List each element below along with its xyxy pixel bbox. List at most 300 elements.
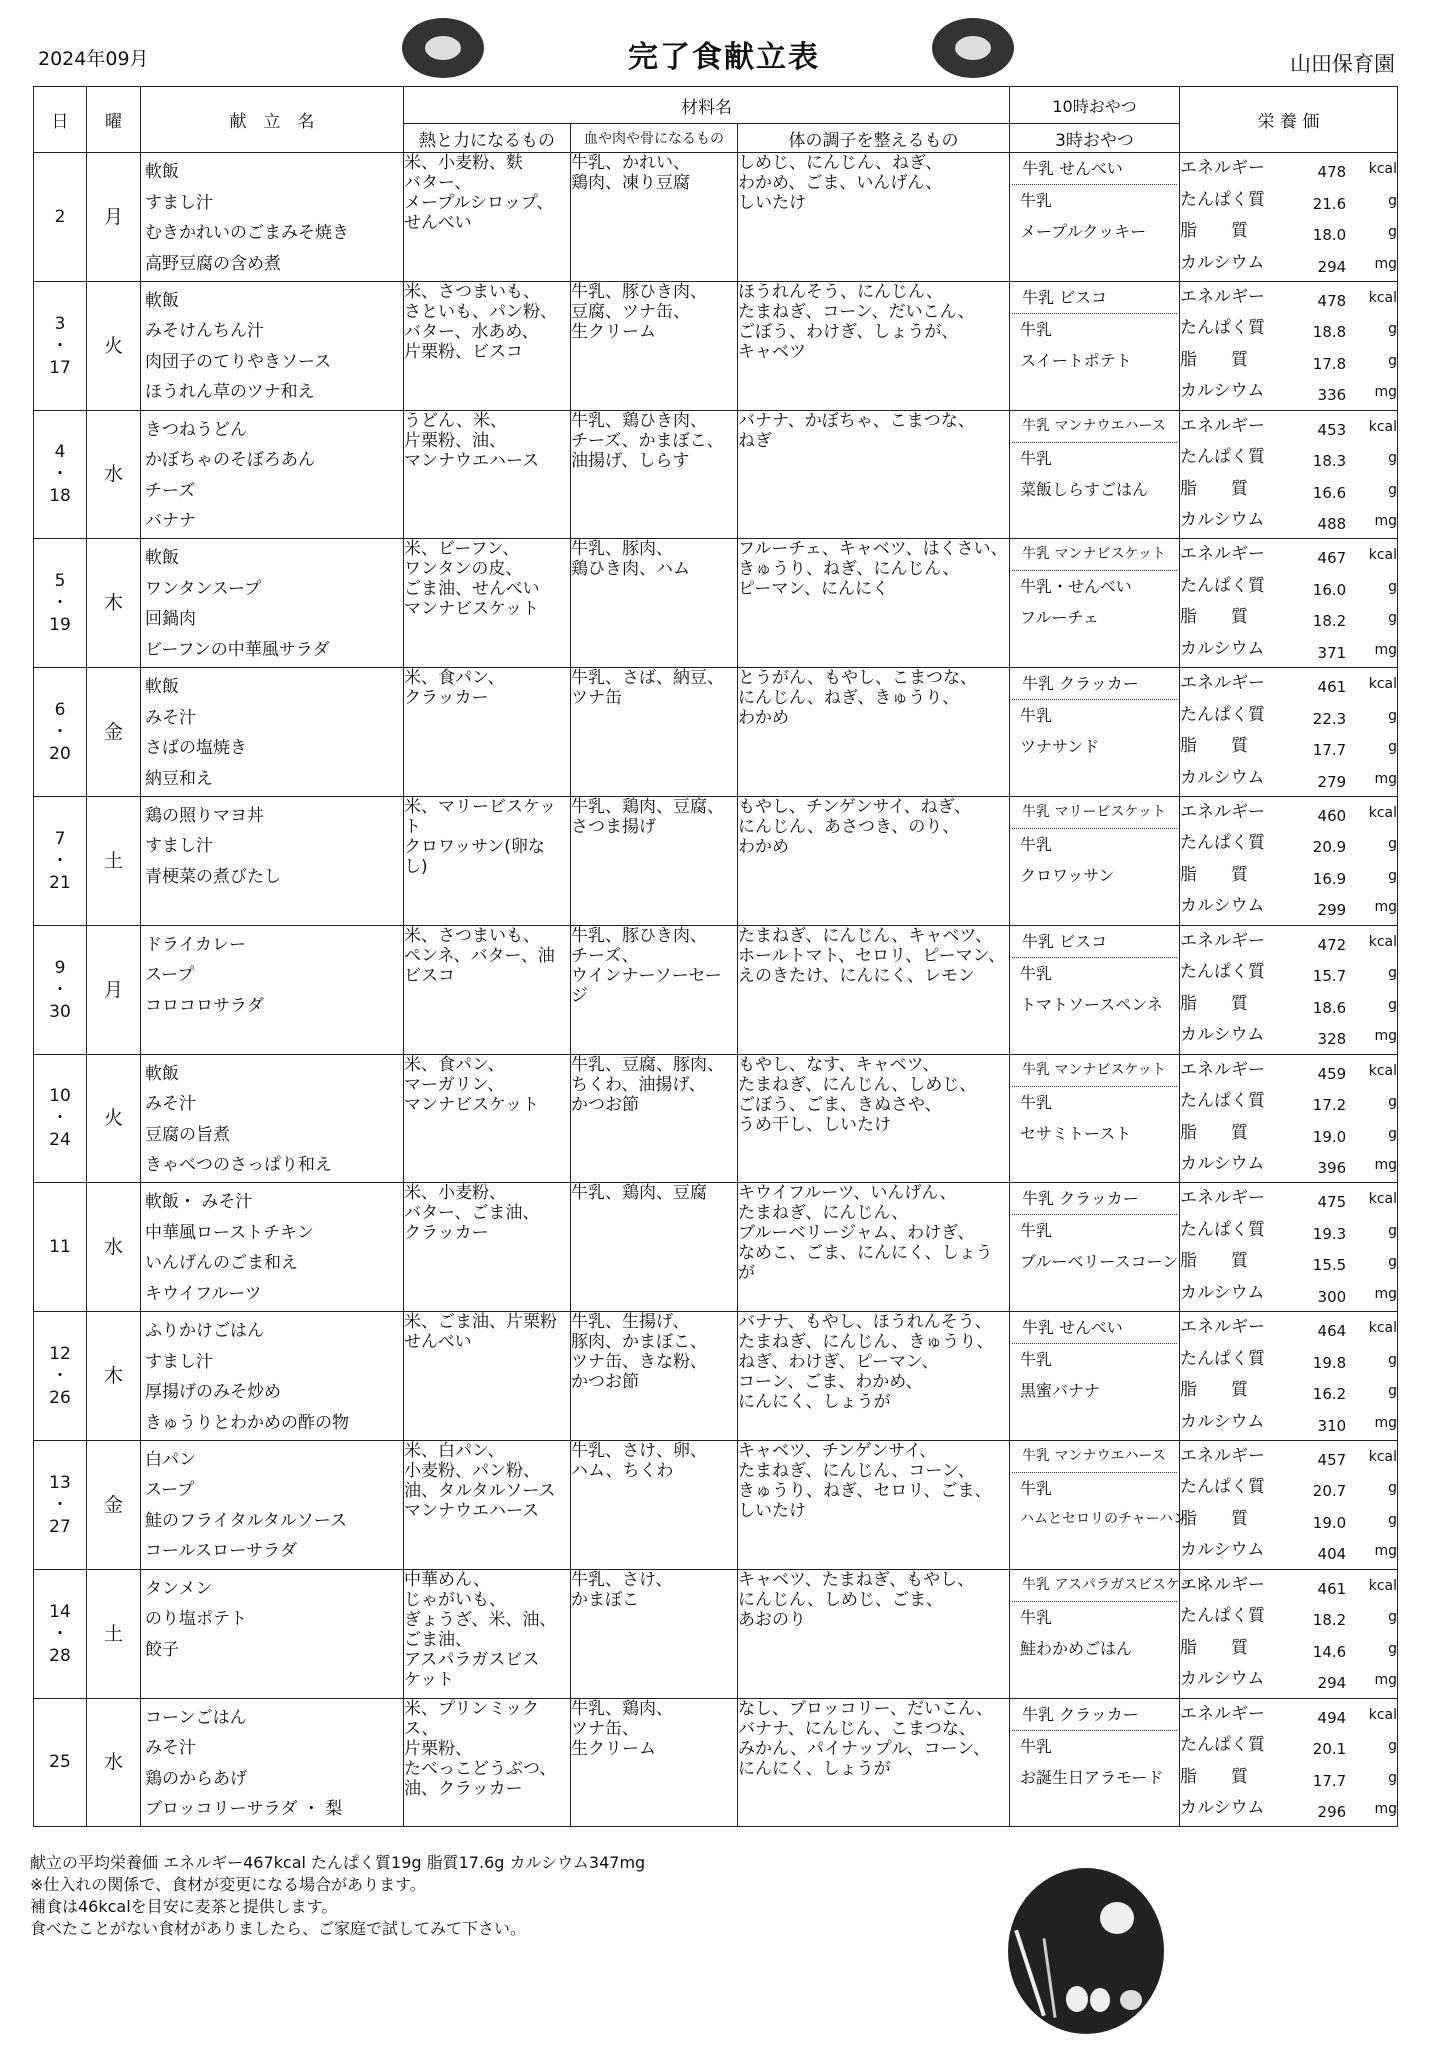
weekday-cell: 月 <box>87 925 141 1054</box>
weekday-cell: 水 <box>87 1698 141 1827</box>
dish-item: 軟飯 <box>145 677 179 698</box>
table-row <box>34 668 1398 797</box>
nutrient-unit: g <box>1388 1222 1398 1239</box>
energy-foods-cell: 米、ビーフン、 ワンタンの皮、 ごま油、せんべい マンナビスケット <box>404 539 571 668</box>
body-foods-cell: たまねぎ、にんじん、キャベツ、 ホールトマト、セロリ、ピーマン、 えのきたけ、にんにく、レモン <box>738 925 1010 1054</box>
nutrient-unit: g <box>1388 965 1398 982</box>
nutrient-line <box>1180 185 1397 217</box>
header-nutrition: 栄 養 価 <box>1180 87 1398 153</box>
nutrient-value: 16.2 <box>1312 1385 1347 1404</box>
nutrient-line <box>1180 1375 1397 1407</box>
blood-foods-cell: 牛乳、豚肉、 鶏ひき肉、ハム <box>571 539 738 668</box>
nutrient-label: 脂 質 <box>1180 1251 1249 1272</box>
dish-item: ビーフンの中華風サラダ <box>145 639 330 660</box>
dish-item: きゅうりとわかめの酢の物 <box>145 1412 349 1433</box>
afternoon-snack-drink: 牛乳 <box>1020 1607 1053 1627</box>
nutrition-cell <box>1180 1054 1398 1183</box>
energy-foods-cell: うどん、米、 片栗粉、油、 マンナウエハース <box>404 410 571 539</box>
day-cell: 6 ・ 20 <box>34 668 87 797</box>
nutrient-value: 19.0 <box>1312 1513 1347 1532</box>
nutrient-unit: g <box>1388 1640 1398 1657</box>
dishes-cell <box>141 281 404 410</box>
nutrient-value: 461 <box>1317 1579 1347 1598</box>
day-cell: 12 ・ 26 <box>34 1312 87 1441</box>
weekday-cell: 月 <box>87 153 141 282</box>
afternoon-snack: 黒蜜バナナ <box>1020 1381 1101 1401</box>
body-foods-cell: もやし、チンゲンサイ、ねぎ、 にんじん、あさつき、のり、 わかめ <box>738 796 1010 925</box>
moon-viewing-illustration <box>1008 1868 1164 2034</box>
dish-item: コールスローサラダ <box>145 1541 297 1562</box>
nutrient-unit: mg <box>1374 1028 1398 1045</box>
day-cell: 5 ・ 19 <box>34 539 87 668</box>
nutrient-label: たんぱく質 <box>1180 704 1266 725</box>
nutrient-unit: mg <box>1374 255 1398 272</box>
nutrient-line <box>1180 1633 1397 1665</box>
dish-item: みそ汁 <box>145 1738 196 1759</box>
nutrient-unit: g <box>1388 996 1398 1013</box>
energy-foods-cell: 米、白パン、 小麦粉、パン粉、 油、タルタルソース マンナウエハース <box>404 1440 571 1569</box>
weekday-cell: 金 <box>87 1440 141 1569</box>
dish-item: きゃべつのさっぱり和え <box>145 1155 332 1176</box>
nutrient-line <box>1180 1344 1397 1376</box>
dish-item: すまし汁 <box>145 836 213 857</box>
nutrient-label: たんぱく質 <box>1180 575 1266 596</box>
afternoon-snack: メープルクッキー <box>1020 222 1147 241</box>
dishes-cell <box>141 668 404 797</box>
nutrient-line <box>1180 1535 1397 1567</box>
dish-item: 豆腐の旨煮 <box>145 1124 230 1145</box>
nutrient-value: 296 <box>1317 1803 1347 1822</box>
footer-note-try-at-home: 食べたことがない食材がありましたら、ご家庭で試してみて下さい。 <box>30 1919 527 1938</box>
morning-snack: 牛乳 マンナビスケット <box>1012 539 1177 571</box>
nutrient-value: 475 <box>1317 1193 1347 1212</box>
nutrient-unit: g <box>1388 321 1398 338</box>
body-foods-cell: もやし、なす、キャベツ、 たまねぎ、にんじん、しめじ、 ごぼう、ごま、きぬさや、 うめ干し、しいたけ <box>738 1054 1010 1183</box>
snack-cell <box>1010 796 1180 925</box>
nutrition-cell <box>1180 1312 1398 1441</box>
nutrient-line <box>1180 1086 1397 1118</box>
table-row <box>34 410 1398 539</box>
nutrient-value: 467 <box>1317 549 1347 568</box>
nutrient-value: 464 <box>1317 1322 1347 1341</box>
nutrient-unit: kcal <box>1368 1191 1398 1208</box>
nutrient-line <box>1180 1793 1397 1825</box>
nutrient-label: 脂 質 <box>1180 221 1249 241</box>
dish-item: かぼちゃのそぼろあん <box>145 450 315 471</box>
dish-item: すまし汁 <box>145 192 213 213</box>
nutrient-label: たんぱく質 <box>1180 833 1266 854</box>
afternoon-snack-drink: 牛乳 <box>1020 448 1053 468</box>
header-day: 日 <box>34 87 87 153</box>
dishes-cell <box>141 1440 404 1569</box>
energy-foods-cell: 米、小麦粉、 バター、ごま油、 クラッカー <box>404 1183 571 1312</box>
nutrient-label: たんぱく質 <box>1180 1606 1266 1627</box>
header-menu: 献 立 名 <box>141 87 404 153</box>
nutrient-unit: kcal <box>1368 1448 1398 1465</box>
afternoon-snack-drink: 牛乳 <box>1020 191 1053 210</box>
morning-snack: 牛乳 マリービスケット <box>1012 797 1177 829</box>
nutrient-value: 310 <box>1317 1416 1347 1435</box>
nutrient-line <box>1180 860 1397 892</box>
energy-foods-cell: 米、ごま油、片栗粉 せんべい <box>404 1312 571 1441</box>
nutrient-line <box>1180 153 1397 185</box>
snack-cell <box>1010 1312 1180 1441</box>
nutrient-unit: mg <box>1374 641 1398 658</box>
dish-item: いんげんのごま和え <box>145 1253 298 1274</box>
weekday-cell: 水 <box>87 1183 141 1312</box>
body-foods-cell: キャベツ、たまねぎ、もやし、 にんじん、しめじ、ごま、 あおのり <box>738 1569 1010 1698</box>
nutrient-line <box>1180 1149 1397 1181</box>
dish-item: 厚揚げのみそ炒め <box>145 1382 281 1403</box>
nutrient-unit: kcal <box>1368 676 1398 693</box>
dish-item: ブロッコリーサラダ ・ 梨 <box>145 1799 343 1820</box>
nutrient-label: 脂 質 <box>1180 1508 1249 1529</box>
date-label: 2024年09月 <box>38 48 149 70</box>
nutrient-unit: g <box>1388 739 1398 756</box>
afternoon-snack-drink: 牛乳 <box>1020 1478 1053 1498</box>
nutrient-unit: g <box>1388 707 1398 724</box>
nutrient-label: たんぱく質 <box>1180 1735 1266 1756</box>
dish-item: タンメン <box>145 1578 213 1599</box>
nutrient-unit: kcal <box>1368 933 1398 950</box>
nutrient-line <box>1180 474 1397 506</box>
nutrient-value: 21.6 <box>1312 194 1347 213</box>
body-foods-cell: しめじ、にんじん、ねぎ、 わかめ、ごま、いんげん、 しいたけ <box>738 153 1010 282</box>
nutrient-line <box>1180 248 1397 280</box>
nutrient-line <box>1180 1664 1397 1696</box>
nutrient-label: カルシウム <box>1180 1798 1265 1819</box>
nutrient-unit: g <box>1388 578 1398 595</box>
nutrition-cell <box>1180 1569 1398 1698</box>
footer-notes <box>30 1852 645 1940</box>
snack-cell <box>1010 1054 1180 1183</box>
nutrient-value: 22.3 <box>1312 709 1347 728</box>
afternoon-snack: お誕生日アラモード <box>1020 1767 1164 1787</box>
nutrient-label: カルシウム <box>1180 510 1265 531</box>
dish-item: 白パン <box>145 1449 196 1470</box>
morning-snack: 牛乳 せんべい <box>1012 153 1177 185</box>
nutrient-label: エネルギー <box>1180 1445 1266 1466</box>
weekday-cell: 火 <box>87 281 141 410</box>
nutrient-unit: g <box>1388 610 1398 627</box>
nutrient-unit: g <box>1388 450 1398 467</box>
nutrient-unit: mg <box>1374 1414 1398 1431</box>
energy-foods-cell: 米、小麦粉、麩 バター、 メープルシロップ、 せんべい <box>404 153 571 282</box>
nutrient-line <box>1180 505 1397 537</box>
nutrient-value: 457 <box>1317 1450 1347 1469</box>
morning-snack: 牛乳 アスパラガスビスケット <box>1012 1570 1177 1602</box>
nutrient-value: 18.2 <box>1312 612 1347 631</box>
nutrient-label: エネルギー <box>1180 1574 1266 1595</box>
blood-foods-cell: 牛乳、豚ひき肉、 チーズ、 ウインナーソーセージ <box>571 925 738 1054</box>
dish-item: ほうれん草のツナ和え <box>145 382 315 403</box>
nutrient-value: 460 <box>1317 806 1347 825</box>
morning-snack: 牛乳 クラッカー <box>1012 1183 1177 1215</box>
nutrient-unit: kcal <box>1368 418 1398 435</box>
header-body-foods: 体の調子を整えるもの <box>738 124 1010 153</box>
nutrient-line <box>1180 1504 1397 1536</box>
blood-foods-cell: 牛乳、鶏肉、豆腐 <box>571 1183 738 1312</box>
nutrient-line <box>1180 1183 1397 1215</box>
dish-item <box>145 1021 403 1052</box>
dish-item: 高野豆腐の含め煮 <box>145 253 281 274</box>
morning-snack: 牛乳 マンナビスケット <box>1012 1055 1177 1087</box>
table-row <box>34 1440 1398 1569</box>
nutrient-line <box>1180 797 1397 829</box>
nutrition-cell <box>1180 153 1398 282</box>
dish-item: スープ <box>145 1480 195 1501</box>
dish-item: 青梗菜の煮びたし <box>145 866 281 887</box>
nutrient-unit: g <box>1388 192 1398 209</box>
nutrient-value: 18.3 <box>1312 452 1347 471</box>
dishes-cell <box>141 1312 404 1441</box>
dish-item: 餃子 <box>145 1639 179 1660</box>
table-row <box>34 1183 1398 1312</box>
nutrient-line <box>1180 1246 1397 1278</box>
blood-foods-cell: 牛乳、鶏ひき肉、 チーズ、かまぼこ、 油揚げ、しらす <box>571 410 738 539</box>
dish-item: チーズ <box>145 480 196 501</box>
dish-item: コロコロサラダ <box>145 995 264 1016</box>
snack-cell <box>1010 281 1180 410</box>
dish-item: みそ汁 <box>145 1094 196 1115</box>
nutrient-line <box>1180 1055 1397 1087</box>
nutrition-cell <box>1180 539 1398 668</box>
nutrient-value: 15.5 <box>1312 1256 1347 1275</box>
nutrient-label: エネルギー <box>1180 286 1266 307</box>
afternoon-snack-drink: 牛乳 <box>1020 1092 1053 1112</box>
nutrient-label: カルシウム <box>1180 1282 1265 1303</box>
table-row <box>34 796 1398 925</box>
nutrient-label: エネルギー <box>1180 158 1266 178</box>
dish-item: 肉団子のてりやきソース <box>145 351 332 372</box>
nutrient-label: エネルギー <box>1180 1703 1266 1724</box>
nutrient-unit: g <box>1388 867 1398 884</box>
nutrient-unit: kcal <box>1368 161 1398 177</box>
dish-item: キウイフルーツ <box>145 1283 262 1304</box>
weekday-cell: 金 <box>87 668 141 797</box>
snack-cell <box>1010 1183 1180 1312</box>
table-row <box>34 925 1398 1054</box>
afternoon-snack: トマトソースペンネ <box>1020 994 1163 1014</box>
nutrient-label: たんぱく質 <box>1180 1348 1266 1369</box>
nutrient-line <box>1180 313 1397 345</box>
table-row <box>34 1569 1398 1698</box>
nutrient-unit: g <box>1388 481 1398 498</box>
nutrient-label: カルシウム <box>1180 1154 1265 1175</box>
nutrition-cell <box>1180 668 1398 797</box>
nutrient-line <box>1180 1020 1397 1052</box>
dish-item: スープ <box>145 965 195 986</box>
nutrient-unit: g <box>1388 836 1398 853</box>
nutrient-label: エネルギー <box>1180 415 1266 436</box>
nutrition-cell <box>1180 1698 1398 1827</box>
nutrient-label: カルシウム <box>1180 896 1265 917</box>
dish-item: みそけんちん汁 <box>145 321 264 342</box>
nutrient-unit: mg <box>1374 1672 1398 1689</box>
dish-item: 軟飯 <box>145 290 179 311</box>
nutrient-line <box>1180 1118 1397 1150</box>
nutrient-value: 336 <box>1317 386 1347 405</box>
nutrient-unit: g <box>1388 1094 1398 1111</box>
dish-item: 中華風ローストチキン <box>145 1222 314 1243</box>
nutrient-label: カルシウム <box>1180 1411 1265 1432</box>
dish-item: むきかれいのごまみそ焼き <box>145 223 349 243</box>
dish-item: のり塩ポテト <box>145 1609 247 1630</box>
nutrient-value: 294 <box>1317 1674 1347 1693</box>
nutrient-value: 472 <box>1317 935 1347 954</box>
nutrient-line <box>1180 602 1397 634</box>
nutrient-unit: kcal <box>1368 1706 1398 1723</box>
morning-snack: 牛乳 クラッカー <box>1012 668 1177 700</box>
nutrient-label: カルシウム <box>1180 1540 1265 1561</box>
nutrient-value: 279 <box>1317 772 1347 791</box>
nutrient-value: 19.0 <box>1312 1127 1347 1146</box>
snack-cell <box>1010 668 1180 797</box>
nutrient-unit: mg <box>1374 1157 1398 1174</box>
nutrient-unit: g <box>1388 1351 1398 1368</box>
day-cell: 7 ・ 21 <box>34 796 87 925</box>
dish-item <box>145 1665 403 1696</box>
table-row <box>34 1054 1398 1183</box>
nutrient-unit: mg <box>1374 770 1398 787</box>
dish-item: ドライカレー <box>145 934 246 955</box>
dishes-cell <box>141 539 404 668</box>
table-row <box>34 1312 1398 1441</box>
header-snack-pm: 3時おやつ <box>1010 124 1180 153</box>
nutrient-line <box>1180 539 1397 571</box>
weekday-cell: 土 <box>87 796 141 925</box>
dish-item: きつねうどん <box>145 419 247 440</box>
page-title: 完了食献立表 <box>628 40 820 75</box>
nutrient-value: 15.7 <box>1312 967 1347 986</box>
footer-note-supply: ※仕入れの関係で、食材が変更になる場合があります。 <box>30 1875 426 1894</box>
nutrient-value: 19.3 <box>1312 1224 1347 1243</box>
morning-snack: 牛乳 せんべい <box>1012 1312 1177 1344</box>
nutrient-line <box>1180 1762 1397 1794</box>
afternoon-snack: セサミトースト <box>1020 1123 1132 1143</box>
nutrition-cell <box>1180 1183 1398 1312</box>
dish-item: 納豆和え <box>145 768 213 789</box>
dish-item <box>145 892 403 923</box>
dish-item: すまし汁 <box>145 1351 213 1372</box>
header-weekday: 曜 <box>87 87 141 153</box>
nutrient-line <box>1180 571 1397 603</box>
blood-foods-cell: 牛乳、豆腐、豚肉、 ちくわ、油揚げ、 かつお節 <box>571 1054 738 1183</box>
afternoon-snack: ツナサンド <box>1020 737 1100 757</box>
nutrient-value: 18.2 <box>1312 1611 1347 1630</box>
dishes-cell <box>141 153 404 282</box>
dishes-cell <box>141 1183 404 1312</box>
energy-foods-cell: 米、マリービスケット クロワッサン(卵な し) <box>404 796 571 925</box>
dish-item: みそ汁 <box>145 707 196 728</box>
nutrient-line <box>1180 216 1397 248</box>
nutrient-label: たんぱく質 <box>1180 318 1266 339</box>
nutrient-value: 20.9 <box>1312 838 1347 857</box>
body-foods-cell: とうがん、もやし、こまつな、 にんじん、ねぎ、きゅうり、 わかめ <box>738 668 1010 797</box>
header-energy-foods: 熱と力になるもの <box>404 124 571 153</box>
day-cell: 10 ・ 24 <box>34 1054 87 1183</box>
nutrient-label: 脂 質 <box>1180 607 1249 628</box>
energy-foods-cell: 米、食パン、 マーガリン、 マンナビスケット <box>404 1054 571 1183</box>
nutrient-line <box>1180 1472 1397 1504</box>
footer-average-nutrition: 献立の平均栄養価 エネルギー467kcal たんぱく質19g 脂質17.6g カルシウム347mg <box>30 1853 646 1872</box>
blood-foods-cell: 牛乳、豚ひき肉、 豆腐、ツナ缶、 生クリーム <box>571 281 738 410</box>
nutrient-label: 脂 質 <box>1180 1637 1249 1658</box>
blood-foods-cell: 牛乳、さけ、 かまぼこ <box>571 1569 738 1698</box>
nutrient-unit: mg <box>1374 1801 1398 1818</box>
nutrient-label: 脂 質 <box>1180 864 1249 885</box>
dishes-cell <box>141 410 404 539</box>
nutrient-value: 19.8 <box>1312 1353 1347 1372</box>
nutrient-value: 459 <box>1317 1064 1347 1083</box>
snack-cell <box>1010 1698 1180 1827</box>
nutrient-label: たんぱく質 <box>1180 962 1266 983</box>
body-foods-cell: バナナ、もやし、ほうれんそう、 たまねぎ、にんじん、きゅうり、 ねぎ、わけぎ、ピーマン、 コーン、ごま、わかめ、 にんにく、しょうが <box>738 1312 1010 1441</box>
nutrient-unit: g <box>1388 1254 1398 1271</box>
nutrient-value: 14.6 <box>1312 1642 1347 1661</box>
blood-foods-cell: 牛乳、鶏肉、豆腐、 さつま揚げ <box>571 796 738 925</box>
blood-foods-cell: 牛乳、かれい、 鶏肉、凍り豆腐 <box>571 153 738 282</box>
weekday-cell: 木 <box>87 539 141 668</box>
nutrient-label: 脂 質 <box>1180 1380 1249 1401</box>
nutrient-label: エネルギー <box>1180 1188 1266 1209</box>
nutrient-label: カルシウム <box>1180 767 1265 788</box>
nutrient-unit: mg <box>1374 1543 1398 1560</box>
nutrient-label: エネルギー <box>1180 930 1266 951</box>
nutrient-label: エネルギー <box>1180 1059 1266 1080</box>
nutrient-label: たんぱく質 <box>1180 1219 1266 1240</box>
nutrient-value: 16.6 <box>1312 483 1347 502</box>
nutrient-value: 328 <box>1317 1030 1347 1049</box>
dish-item: 鶏の照りマヨ丼 <box>145 805 264 826</box>
nutrient-unit: kcal <box>1368 1320 1398 1337</box>
day-cell: 3 ・ 17 <box>34 281 87 410</box>
blood-foods-cell: 牛乳、鶏肉、 ツナ缶、 生クリーム <box>571 1698 738 1827</box>
nutrient-value: 20.1 <box>1312 1740 1347 1759</box>
nutrient-value: 396 <box>1317 1159 1347 1178</box>
day-cell: 13 ・ 27 <box>34 1440 87 1569</box>
nutrient-line <box>1180 376 1397 408</box>
afternoon-snack: フルーチェ <box>1020 608 1099 628</box>
day-cell: 2 <box>34 153 87 282</box>
nutrient-value: 16.9 <box>1312 869 1347 888</box>
nutrient-label: たんぱく質 <box>1180 1477 1266 1498</box>
nutrient-line <box>1180 731 1397 763</box>
snack-cell <box>1010 1569 1208 1698</box>
weekday-cell: 土 <box>87 1569 141 1698</box>
nutrient-unit: g <box>1388 1480 1398 1497</box>
nutrient-unit: g <box>1388 224 1398 240</box>
nutrient-label: 脂 質 <box>1180 1122 1249 1143</box>
dishes-cell <box>141 796 404 925</box>
nutrient-value: 20.7 <box>1312 1482 1347 1501</box>
day-cell: 11 <box>34 1183 87 1312</box>
dish-item: 鶏のからあげ <box>145 1768 247 1789</box>
nutrient-value: 17.7 <box>1312 741 1347 760</box>
body-foods-cell: なし、ブロッコリー、だいこん、 バナナ、にんじん、こまつな、 みかん、パイナップル、コーン、 にんにく、しょうが <box>738 1698 1010 1827</box>
nutrient-unit: mg <box>1374 513 1398 530</box>
table-row <box>34 1698 1398 1827</box>
weekday-cell: 火 <box>87 1054 141 1183</box>
nutrient-value: 461 <box>1317 678 1347 697</box>
nutrient-line <box>1180 891 1397 923</box>
body-foods-cell: ほうれんそう、にんじん、 たまねぎ、コーン、だいこん、 ごぼう、わけぎ、しょうが、 キャベツ <box>738 281 1010 410</box>
nutrient-line <box>1180 828 1397 860</box>
nutrition-cell <box>1180 796 1398 925</box>
nutrient-line <box>1180 442 1397 474</box>
afternoon-snack-drink: 牛乳・せんべい <box>1020 577 1132 597</box>
nutrient-label: エネルギー <box>1180 1317 1266 1338</box>
